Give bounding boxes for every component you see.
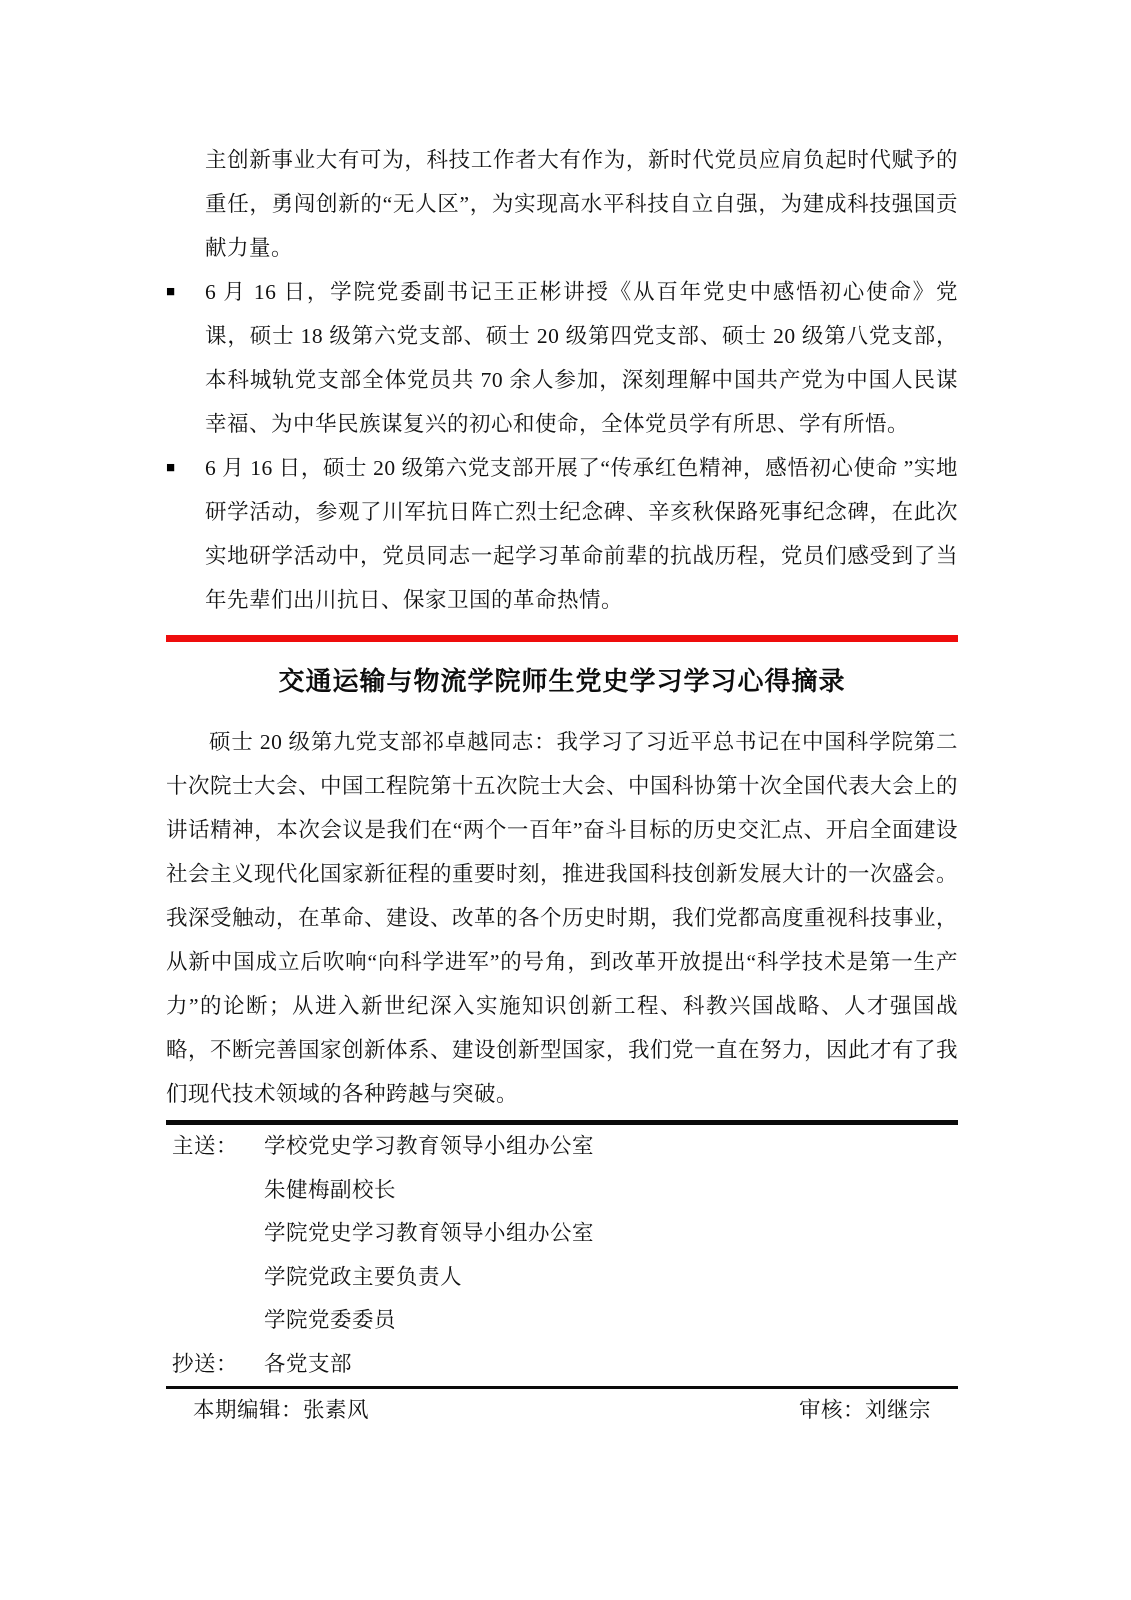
distribution-row: [166, 1125, 958, 1169]
distribution-row: [166, 1169, 958, 1213]
reviewer-credit: 审核：刘继宗: [798, 1398, 931, 1422]
bullet-square-icon: ■: [166, 460, 176, 476]
distribution-row: [166, 1212, 958, 1256]
continuation-paragraph: 主创新事业大有可为，科技工作者大有作为，新时代党员应肩负起时代赋予的重任，勇闯创新的“无人区”，为实现高水平科技自立自强，为建成科技强国贡献力量。: [205, 148, 958, 260]
distribution-list: [166, 1125, 958, 1386]
distribution-row: [166, 1299, 958, 1343]
footer: [166, 1393, 958, 1427]
distribution-row: [166, 1256, 958, 1300]
distribution-label: [172, 1256, 264, 1300]
distribution-item: 各党支部: [264, 1351, 353, 1376]
distribution-label: [172, 1299, 264, 1343]
distribution-label: 主送：: [172, 1134, 239, 1158]
document-content: [166, 138, 958, 1427]
news-item-text: 6 月 16 日，硕士 20 级第六党支部开展了“传承红色精神，感悟初心使命 ”实地研学活动，参观了川军抗日阵亡烈士纪念碑、辛亥秋保路死事纪念碑，在此次实地研学活动中，党员同志一起学习革命前辈的抗战历程，党员们感受到了当年先辈们出川抗日、保家卫国的革命热情。: [205, 456, 958, 612]
distribution-item: 朱健梅副校长: [264, 1177, 397, 1202]
distribution-label: 抄送：: [172, 1351, 239, 1376]
distribution-label: [172, 1212, 264, 1256]
section-title: 交通运输与物流学院师生党史学习学习心得摘录: [278, 666, 846, 696]
bullet-square-icon: ■: [166, 284, 176, 300]
distribution-item: 学院党委委员: [264, 1308, 397, 1332]
news-bullet-item: [166, 446, 958, 622]
distribution-item: 学院党政主要负责人: [264, 1264, 463, 1289]
distribution-row: [166, 1343, 958, 1387]
news-bullet-item: [166, 270, 958, 446]
news-item-text: 6 月 16 日，学院党委副书记王正彬讲授《从百年党史中感悟初心使命》党课，硕士 18 级第六党支部、硕士 20 级第四党支部、硕士 20 级第八党支部，本科城轨党支部全体党员共 70 余人参加，深刻理解中国共产党为中国人民谋幸福、为中华民族谋复兴的初心和使命，全体党员学有所思、学有所悟。: [205, 280, 958, 436]
thin-black-rule: [166, 1386, 958, 1389]
red-divider-rule: [166, 635, 958, 642]
distribution-item: 学校党史学习教育领导小组办公室: [264, 1134, 595, 1158]
editor-credit: 本期编辑：张素风: [193, 1398, 370, 1422]
reflection-paragraph: 硕士 20 级第九党支部祁卓越同志：我学习了习近平总书记在中国科学院第二十次院士大会、中国工程院第十五次院士大会、中国科协第十次全国代表大会上的讲话精神，本次会议是我们在“两个一百年”奋斗目标的历史交汇点、开启全面建设社会主义现代化国家新征程的重要时刻，推进我国科技创新发展大计的一次盛会。我深受触动，在革命、建设、改革的各个历史时期，我们党都高度重视科技事业，从新中国成立后吹响“向科学进军”的号角，到改革开放提出“科学技术是第一生产力”的论断；从进入新世纪深入实施知识创新工程、科教兴国战略、人才强国战略，不断完善国家创新体系、建设创新型国家，我们党一直在努力，因此才有了我们现代技术领域的各种跨越与突破。: [166, 730, 959, 1106]
distribution-item: 学院党史学习教育领导小组办公室: [264, 1221, 595, 1245]
distribution-label: [172, 1169, 264, 1213]
